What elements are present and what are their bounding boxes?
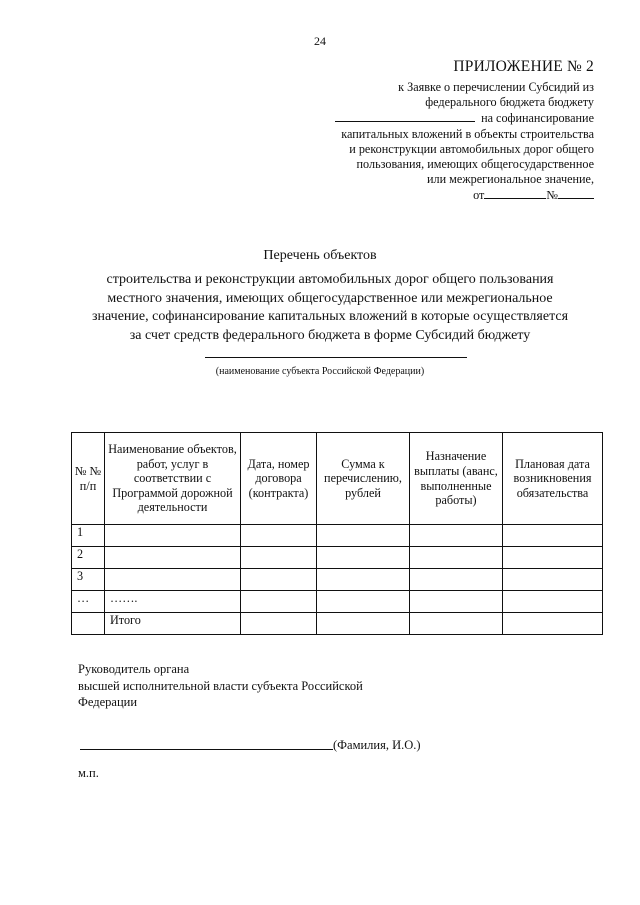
signature-line: Федерации bbox=[78, 695, 138, 709]
subject-name-caption: (наименование субъекта Российской Федерации) bbox=[215, 366, 425, 377]
appendix-line: федерального бюджета бюджету bbox=[425, 95, 594, 110]
table-cell: 3 bbox=[72, 569, 105, 591]
table-total-row bbox=[72, 613, 603, 635]
header-contract: Дата, номер договора (контракта) bbox=[241, 433, 317, 525]
signature-name-caption: (Фамилия, И.О.) bbox=[333, 738, 421, 752]
table-cell bbox=[317, 569, 410, 591]
subtitle-line: местного значения, имеющих общегосударственное или межрегиональное bbox=[107, 290, 553, 306]
header-payment-purpose: Назначение выплаты (аванс, выполненные работы) bbox=[410, 433, 503, 525]
document-subtitle bbox=[60, 271, 600, 345]
table-cell bbox=[72, 613, 105, 635]
number-blank bbox=[558, 187, 594, 199]
table-header-row bbox=[72, 433, 603, 525]
table-cell bbox=[241, 591, 317, 613]
table-cell bbox=[410, 547, 503, 569]
subject-name-line bbox=[205, 357, 467, 358]
signature-line: высшей исполнительной власти субъекта Российской bbox=[78, 678, 363, 693]
table-row bbox=[72, 525, 603, 547]
table-cell bbox=[410, 569, 503, 591]
header-planned-date: Плановая дата возникновения обязательства bbox=[503, 433, 603, 525]
signature-block bbox=[78, 661, 363, 711]
appendix-line: пользования, имеющих общегосударственное bbox=[356, 157, 594, 172]
appendix-line: к Заявке о перечислении Субсидий из bbox=[398, 80, 594, 94]
table-cell bbox=[503, 569, 603, 591]
signature-blank-line bbox=[80, 749, 333, 750]
blank-field bbox=[335, 110, 475, 122]
subtitle-line: значение, софинансирование капитальных вложений в которые осуществляется bbox=[91, 309, 569, 324]
page-number: 24 bbox=[314, 34, 326, 48]
appendix-line: или межрегиональное значение, bbox=[426, 172, 594, 187]
table-cell bbox=[317, 591, 410, 613]
table-cell bbox=[241, 547, 317, 569]
table-cell bbox=[410, 591, 503, 613]
stamp-label: м.п. bbox=[78, 766, 99, 780]
subtitle-line: за счет средств федерального бюджета в форме Субсидий бюджету bbox=[129, 327, 531, 343]
table-cell bbox=[317, 547, 410, 569]
table-cell bbox=[241, 525, 317, 547]
table-cell bbox=[317, 613, 410, 635]
appendix-date-number-line: от № bbox=[254, 187, 594, 203]
table-cell: 1 bbox=[72, 525, 105, 547]
date-blank bbox=[484, 187, 546, 199]
appendix-title: ПРИЛОЖЕНИЕ № 2 bbox=[453, 58, 594, 75]
document-title: Перечень объектов bbox=[263, 248, 377, 263]
header-number: № № п/п bbox=[72, 433, 105, 525]
table-cell bbox=[503, 613, 603, 635]
total-label: Итого bbox=[105, 613, 241, 635]
table-cell bbox=[410, 613, 503, 635]
table-cell bbox=[105, 525, 241, 547]
signature-line: Руководитель органа bbox=[78, 662, 190, 676]
table-cell bbox=[503, 591, 603, 613]
table-cell bbox=[241, 613, 317, 635]
appendix-line: на софинансирование bbox=[254, 110, 594, 126]
table-cell: ……. bbox=[105, 591, 241, 613]
table-cell bbox=[105, 547, 241, 569]
table-cell: … bbox=[72, 591, 105, 613]
table-cell bbox=[410, 525, 503, 547]
appendix-line: и реконструкции автомобильных дорог общего bbox=[349, 141, 594, 156]
table-row bbox=[72, 547, 603, 569]
objects-table bbox=[71, 432, 603, 635]
header-object-name: Наименование объектов, работ, услуг в соответствии с Программой дорожной деятельности bbox=[105, 433, 241, 525]
appendix-description bbox=[254, 80, 594, 204]
table-cell bbox=[503, 547, 603, 569]
table-cell bbox=[317, 525, 410, 547]
header-amount: Сумма к перечислению, рублей bbox=[317, 433, 410, 525]
table-row bbox=[72, 591, 603, 613]
table-cell bbox=[503, 525, 603, 547]
table-row bbox=[72, 569, 603, 591]
table-cell bbox=[105, 569, 241, 591]
table-cell bbox=[241, 569, 317, 591]
appendix-line: капитальных вложений в объекты строительства bbox=[341, 126, 594, 141]
subtitle-line: строительства и реконструкции автомобильных дорог общего пользования bbox=[106, 272, 554, 287]
table-cell: 2 bbox=[72, 547, 105, 569]
